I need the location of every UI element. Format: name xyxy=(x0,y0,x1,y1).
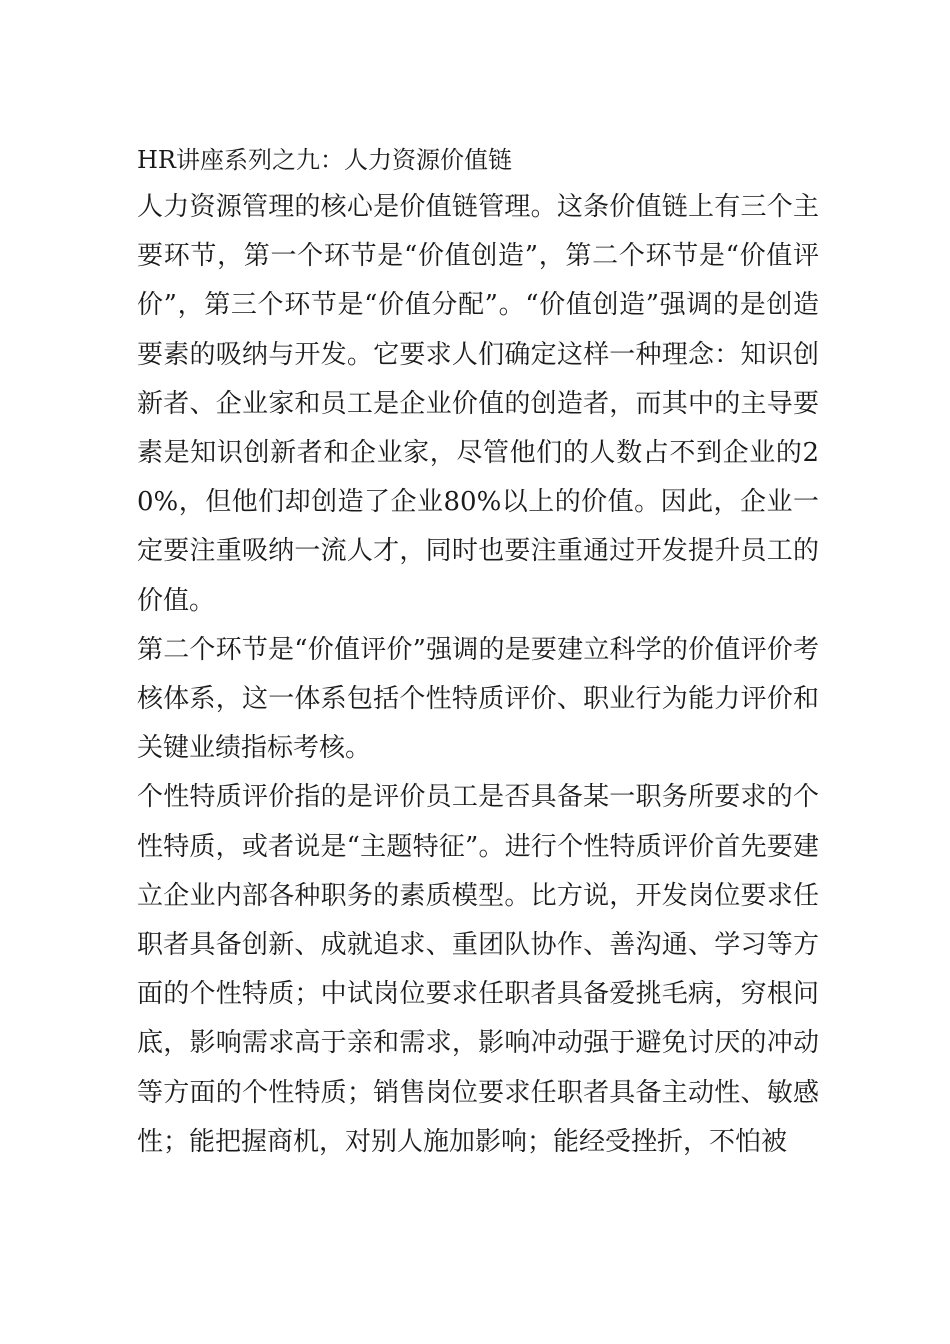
paragraph-value-chain-intro: 人力资源管理的核心是价值链管理。这条价值链上有三个主要环节，第一个环节是“价值创造”，第二个环节是“价值评价”，第三个环节是“价值分配”。“价值创造”强调的是创造要素的吸纳与开发。它要求人们确定这样一种理念：知识创新者、企业家和员工是企业价值的创造者，而其中的主导要素是知识创新者和企业家，尽管他们的人数占不到企业的20%，但他们却创造了企业80%以上的价值。因此，企业一定要注重吸纳一流人才，同时也要注重通过开发提升员工的价值。 xyxy=(137,192,819,616)
paragraph-value-evaluation: 第二个环节是“价值评价”强调的是要建立科学的价值评价考核体系，这一体系包括个性特质评价、职业行为能力评价和关键业绩指标考核。 xyxy=(137,634,819,764)
paragraph-personality-evaluation: 个性特质评价指的是评价员工是否具备某一职务所要求的个性特质，或者说是“主题特征”。进行个性特质评价首先要建立企业内部各种职务的素质模型。比方说，开发岗位要求任职者具备创新、成就追求、重团队协作、善沟通、学习等方面的个性特质；中试岗位要求任职者具备爱挑毛病，穷根问底，影响需求高于亲和需求，影响冲动强于避免讨厌的冲动等方面的个性特质；销售岗位要求任职者具备主动性、敏感性；能把握商机，对别人施加影响；能经受挫折，不怕被 xyxy=(137,782,819,1157)
document-title: HR讲座系列之九：人力资源价值链 xyxy=(137,146,512,174)
document-body xyxy=(137,139,819,1167)
